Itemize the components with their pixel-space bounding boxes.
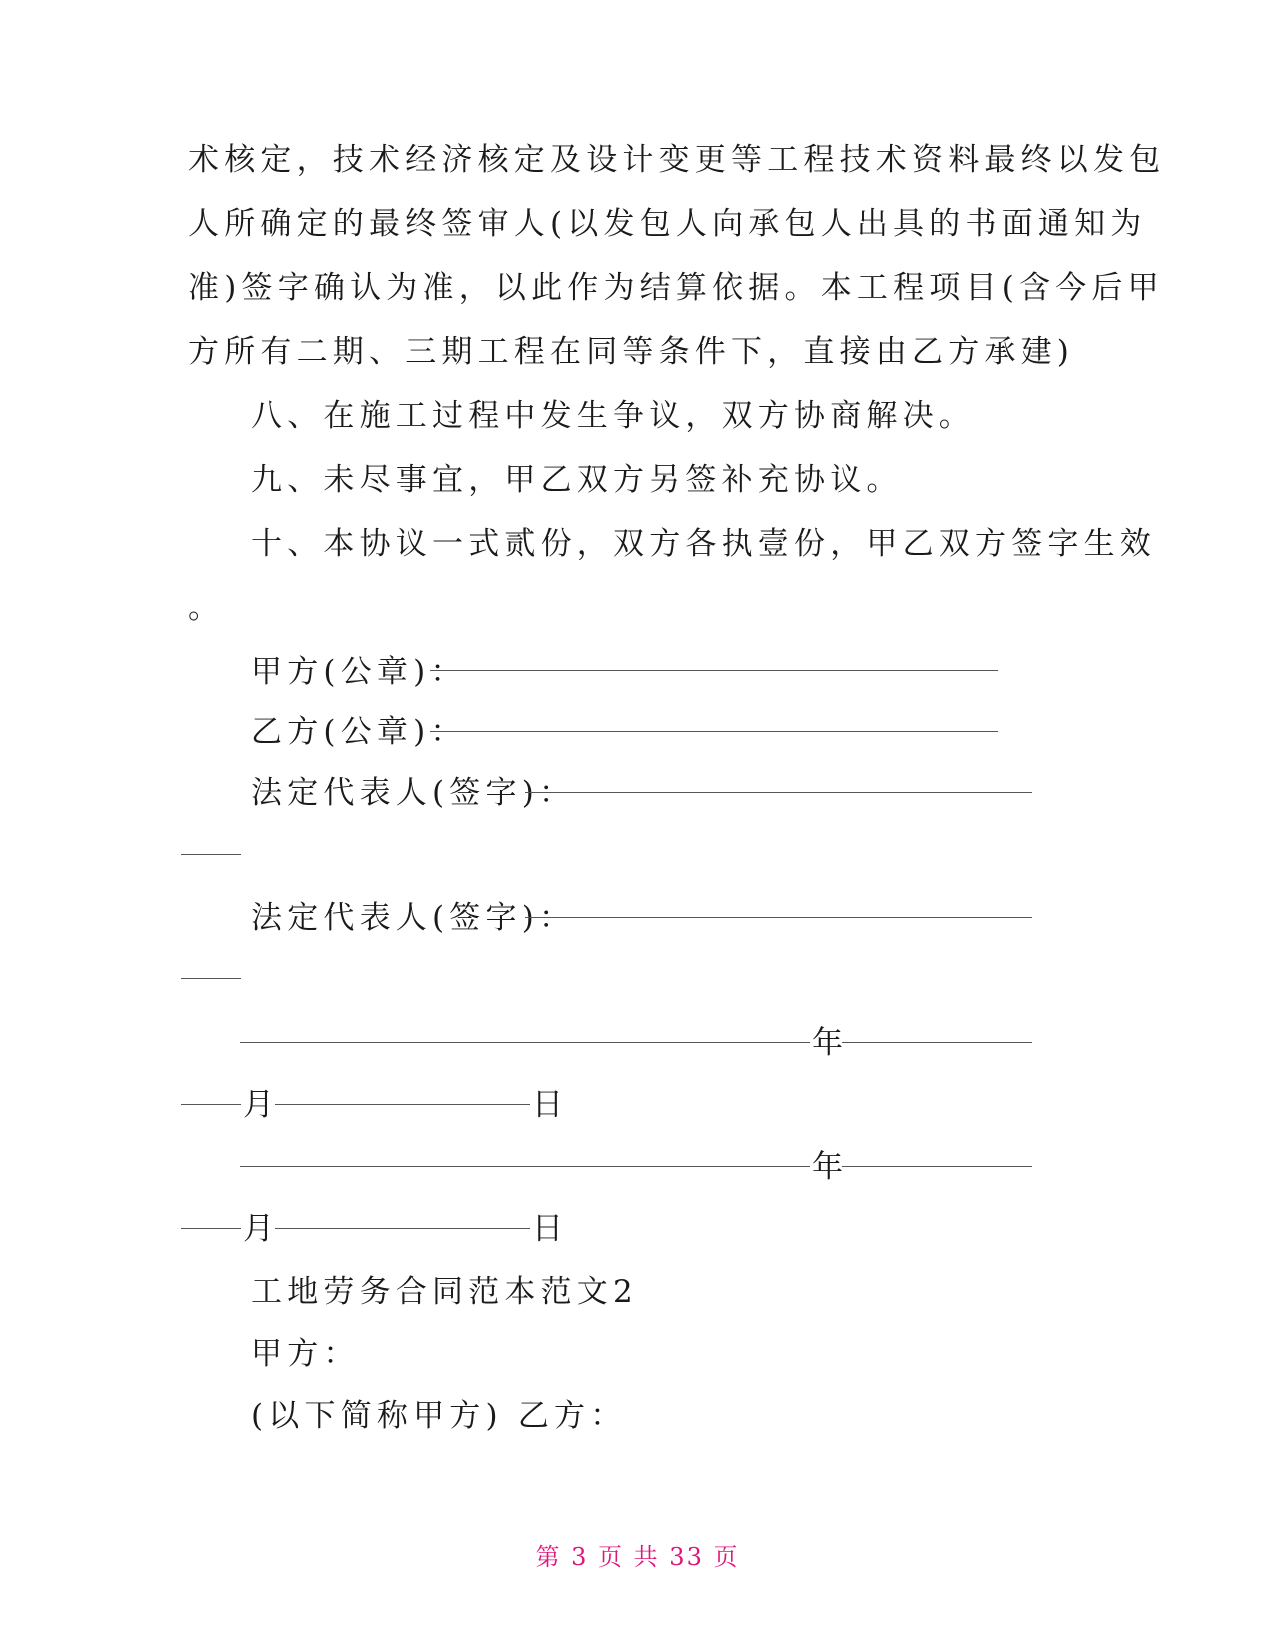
month-blank-cont (181, 1104, 241, 1105)
clause-ten-end: 。 (188, 590, 225, 626)
year-label: 年 (812, 1149, 849, 1185)
month-label: 月 (243, 1211, 280, 1247)
party-b-seal-blank (430, 731, 998, 732)
clause-ten: 十、本协议一式贰份，双方各执壹份，甲乙双方签字生效 (251, 526, 1156, 562)
legal-rep-blank-cont (181, 978, 241, 979)
month-blank-cont (181, 1228, 241, 1229)
legal-rep-blank (525, 917, 1032, 918)
body-text-line: 人所确定的最终签审人(以发包人向承包人出具的书面通知为 (188, 206, 1147, 242)
party-a-seal-label: 甲方(公章)： (251, 654, 467, 690)
party-a-label: 甲方： (251, 1336, 360, 1372)
year-blank (240, 1042, 810, 1043)
legal-rep-blank (525, 792, 1032, 793)
legal-rep-label: 法定代表人(签字)： (251, 900, 576, 936)
section-title: 工地劳务合同范本范文2 (251, 1274, 638, 1310)
party-b-line: (以下简称甲方) 乙方： (251, 1398, 627, 1434)
month-blank (842, 1042, 1032, 1043)
body-text-line: 方所有二期、三期工程在同等条件下，直接由乙方承建) (188, 334, 1075, 370)
clause-nine: 九、未尽事宜，甲乙双方另签补充协议。 (251, 462, 903, 498)
day-blank (275, 1104, 530, 1105)
party-b-seal-label: 乙方(公章)： (251, 714, 467, 750)
legal-rep-label: 法定代表人(签字)： (251, 775, 576, 811)
day-label: 日 (532, 1211, 569, 1247)
party-a-seal-blank (430, 670, 998, 671)
year-label: 年 (812, 1025, 849, 1061)
clause-eight: 八、在施工过程中发生争议，双方协商解决。 (251, 398, 975, 434)
month-label: 月 (243, 1087, 280, 1123)
legal-rep-blank-cont (181, 854, 241, 855)
year-blank (240, 1166, 810, 1167)
body-text-line: 准)签字确认为准，以此作为结算依据。本工程项目(含今后甲 (188, 270, 1164, 306)
body-text-line: 术核定，技术经济核定及设计变更等工程技术资料最终以发包 (188, 142, 1166, 178)
day-label: 日 (532, 1087, 569, 1123)
day-blank (275, 1228, 530, 1229)
page-footer: 第 3 页 共 33 页 (535, 1543, 740, 1571)
month-blank (842, 1166, 1032, 1167)
